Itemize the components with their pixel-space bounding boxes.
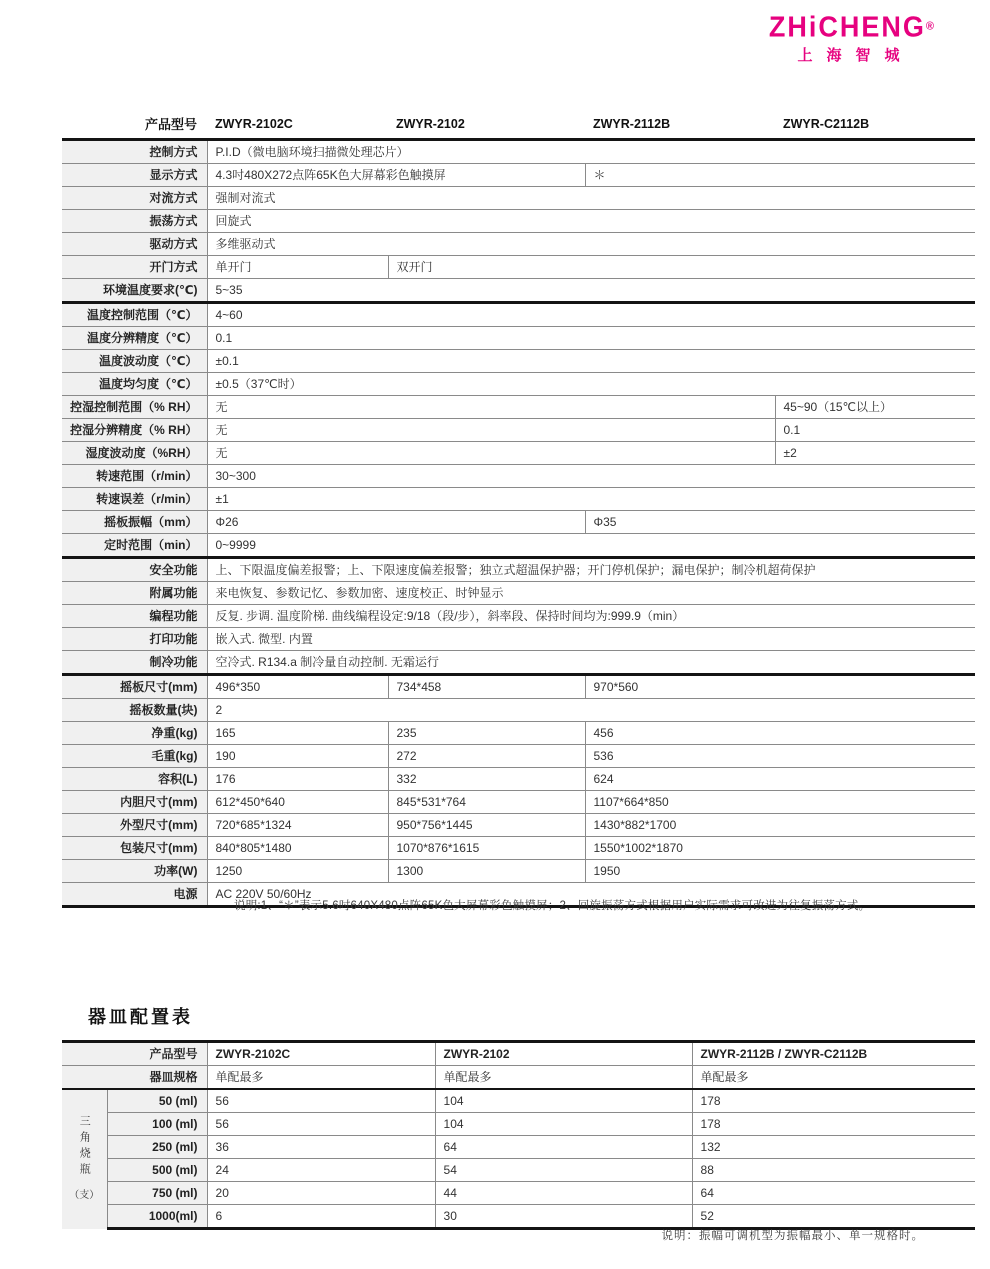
spec-value: 272 — [388, 745, 585, 768]
row-label: 外型尺寸(mm) — [62, 814, 207, 837]
spec-value: 强制对流式 — [207, 187, 975, 210]
vessel-count: 56 — [207, 1089, 435, 1113]
vessel-count: 30 — [435, 1205, 692, 1229]
model-name: ZWYR-2112B — [585, 113, 775, 140]
spec-value: 45~90（15℃以上） — [775, 396, 975, 419]
row-label: 转速范围（r/min） — [62, 465, 207, 488]
spec-value: 970*560 — [585, 675, 975, 699]
spec-value: 双开门 — [388, 256, 975, 279]
spec-value: 单开门 — [207, 256, 388, 279]
spec-value: 无 — [207, 442, 775, 465]
vessel-count: 64 — [435, 1136, 692, 1159]
vessel-count: 104 — [435, 1113, 692, 1136]
row-label: 摇板尺寸(mm) — [62, 675, 207, 699]
table-row — [62, 233, 975, 256]
spec-value: 5~35 — [207, 279, 975, 303]
vessel-count: 104 — [435, 1089, 692, 1113]
spec-value: Φ26 — [207, 511, 585, 534]
spec-value: ＊ — [585, 164, 975, 187]
row-label: 功率(W) — [62, 860, 207, 883]
table-row — [62, 768, 975, 791]
vessel-count: 88 — [692, 1159, 975, 1182]
vessel-header-label: 产品型号 — [62, 1042, 207, 1066]
spec-value: 1107*664*850 — [585, 791, 975, 814]
spec-value: 4.3吋480X272点阵65K色大屏幕彩色触摸屏 — [207, 164, 585, 187]
brand-wordmark-text: ZHiCHENG — [768, 11, 926, 43]
vessel-table-note: 说明：振幅可调机型为振幅最小、单一规格时。 — [661, 1230, 924, 1242]
vessel-size-label: 250 (ml) — [107, 1136, 207, 1159]
table-row — [62, 1182, 975, 1205]
table-row — [62, 303, 975, 327]
model-name: ZWYR-C2112B — [775, 113, 975, 140]
spec-value: 1550*1002*1870 — [585, 837, 975, 860]
spec-value: 845*531*764 — [388, 791, 585, 814]
model-name: ZWYR-2102 — [435, 1042, 692, 1066]
spec-value: 456 — [585, 722, 975, 745]
spec-value: 1250 — [207, 860, 388, 883]
vessel-table-title: 器皿配置表 — [88, 1007, 193, 1027]
table-row — [62, 256, 975, 279]
spec-table-section — [62, 113, 975, 908]
row-label: 定时范围（min） — [62, 534, 207, 558]
table-row — [62, 1089, 975, 1113]
vessel-subheader-label: 器皿规格 — [62, 1066, 207, 1090]
table-row — [62, 1205, 975, 1229]
spec-value: 840*805*1480 — [207, 837, 388, 860]
spec-value: 734*458 — [388, 675, 585, 699]
spec-value: 0.1 — [775, 419, 975, 442]
table-row — [62, 558, 975, 582]
table-row — [62, 396, 975, 419]
vessel-subheader-value: 单配最多 — [435, 1066, 692, 1090]
spec-value: 回旋式 — [207, 210, 975, 233]
vessel-count: 20 — [207, 1182, 435, 1205]
row-label: 环境温度要求(℃) — [62, 279, 207, 303]
row-label: 摇板数量(块) — [62, 699, 207, 722]
model-name: ZWYR-2102C — [207, 113, 388, 140]
spec-value: 624 — [585, 768, 975, 791]
table-row — [62, 675, 975, 699]
spec-value: 4~60 — [207, 303, 975, 327]
vessel-size-label: 500 (ml) — [107, 1159, 207, 1182]
table-row — [62, 327, 975, 350]
vessel-count: 6 — [207, 1205, 435, 1229]
row-label: 温度控制范围（℃） — [62, 303, 207, 327]
spec-value: 950*756*1445 — [388, 814, 585, 837]
spec-value: 165 — [207, 722, 388, 745]
table-row — [62, 628, 975, 651]
vessel-count: 64 — [692, 1182, 975, 1205]
spec-value: 536 — [585, 745, 975, 768]
row-label: 净重(kg) — [62, 722, 207, 745]
spec-value: 235 — [388, 722, 585, 745]
row-label: 打印功能 — [62, 628, 207, 651]
spec-value: 无 — [207, 396, 775, 419]
vessel-count: 54 — [435, 1159, 692, 1182]
spec-value: 1950 — [585, 860, 975, 883]
vessel-subheader-value: 单配最多 — [692, 1066, 975, 1090]
row-label: 容积(L) — [62, 768, 207, 791]
row-label: 电源 — [62, 883, 207, 907]
spec-value: ±2 — [775, 442, 975, 465]
spec-value: 332 — [388, 768, 585, 791]
row-label: 控湿控制范围（% RH） — [62, 396, 207, 419]
row-label: 温度均匀度（℃） — [62, 373, 207, 396]
spec-value: 30~300 — [207, 465, 975, 488]
vessel-table — [62, 1040, 975, 1230]
table-row — [62, 534, 975, 558]
row-label: 安全功能 — [62, 558, 207, 582]
spec-table-note: 说明:1、“＊”表示5.6吋640X480点阵65K色大屏幕彩色触摸屏；2、回旋振荡方式根据用户实际需求可改进为往复振荡方式。 — [234, 900, 871, 912]
spec-value: 0~9999 — [207, 534, 975, 558]
row-label: 振荡方式 — [62, 210, 207, 233]
table-row — [62, 511, 975, 534]
spec-value: ±0.5（37℃时） — [207, 373, 975, 396]
spec-header-label: 产品型号 — [62, 113, 207, 140]
table-row — [62, 605, 975, 628]
vessel-table-section — [62, 1040, 975, 1230]
spec-value: 176 — [207, 768, 388, 791]
vessel-subheader-value: 单配最多 — [207, 1066, 435, 1090]
spec-value: 反复. 步调. 温度阶梯. 曲线编程设定:9/18（段/步），斜率段、保持时间均为:999.9（min） — [207, 605, 975, 628]
vessel-count: 56 — [207, 1113, 435, 1136]
row-label: 控湿分辨精度（% RH） — [62, 419, 207, 442]
table-row — [62, 814, 975, 837]
table-row — [62, 1159, 975, 1182]
table-row — [62, 187, 975, 210]
row-label: 温度分辨精度（℃） — [62, 327, 207, 350]
vessel-group-label-unit: （支） — [69, 1189, 100, 1201]
spec-value: Φ35 — [585, 511, 975, 534]
table-row — [62, 350, 975, 373]
row-label: 驱动方式 — [62, 233, 207, 256]
spec-table — [62, 113, 975, 908]
table-row — [62, 140, 975, 164]
table-row — [62, 373, 975, 396]
spec-value: 1070*876*1615 — [388, 837, 585, 860]
spec-value: 空冷式. R134.a 制冷量自动控制. 无霜运行 — [207, 651, 975, 675]
table-row — [62, 164, 975, 187]
vessel-count: 24 — [207, 1159, 435, 1182]
spec-header-row — [62, 113, 975, 140]
spec-value: ±1 — [207, 488, 975, 511]
vessel-count: 178 — [692, 1113, 975, 1136]
row-label: 控制方式 — [62, 140, 207, 164]
table-row — [62, 1113, 975, 1136]
spec-value: 0.1 — [207, 327, 975, 350]
row-label: 开门方式 — [62, 256, 207, 279]
spec-value: 多维驱动式 — [207, 233, 975, 256]
row-label: 转速误差（r/min） — [62, 488, 207, 511]
row-label: 毛重(kg) — [62, 745, 207, 768]
spec-value: 190 — [207, 745, 388, 768]
spec-value: 来电恢复、参数记忆、参数加密、速度校正、时钟显示 — [207, 582, 975, 605]
row-label: 湿度波动度（%RH） — [62, 442, 207, 465]
spec-value: 496*350 — [207, 675, 388, 699]
table-row — [62, 465, 975, 488]
row-label: 显示方式 — [62, 164, 207, 187]
table-row — [62, 279, 975, 303]
vessel-group-label-text: 三角烧瓶 — [78, 1114, 91, 1179]
spec-value: 720*685*1324 — [207, 814, 388, 837]
table-row — [62, 699, 975, 722]
table-row — [62, 1136, 975, 1159]
vessel-size-label: 1000(ml) — [107, 1205, 207, 1229]
row-label: 内胆尺寸(mm) — [62, 791, 207, 814]
row-label: 制冷功能 — [62, 651, 207, 675]
registered-trademark-icon: ® — [925, 20, 934, 33]
table-row — [62, 442, 975, 465]
spec-value: 无 — [207, 419, 775, 442]
spec-value: P.I.D（微电脑环境扫描微处理芯片） — [207, 140, 975, 164]
table-row — [62, 791, 975, 814]
table-row — [62, 745, 975, 768]
table-row — [62, 722, 975, 745]
row-label: 温度波动度（℃） — [62, 350, 207, 373]
model-name: ZWYR-2102 — [388, 113, 585, 140]
table-row — [62, 837, 975, 860]
vessel-count: 132 — [692, 1136, 975, 1159]
vessel-count: 36 — [207, 1136, 435, 1159]
table-row — [62, 419, 975, 442]
vessel-group-label — [62, 1089, 107, 1229]
row-label: 附属功能 — [62, 582, 207, 605]
table-row — [62, 860, 975, 883]
brand-logo — [768, 11, 934, 65]
vessel-count: 52 — [692, 1205, 975, 1229]
brand-wordmark — [768, 11, 934, 43]
spec-value: ±0.1 — [207, 350, 975, 373]
spec-value: AC 220V 50/60Hz — [207, 883, 975, 907]
row-label: 包装尺寸(mm) — [62, 837, 207, 860]
spec-value: 2 — [207, 699, 975, 722]
brand-subtitle: 上海智城 — [797, 47, 914, 64]
table-row — [62, 582, 975, 605]
spec-value: 1430*882*1700 — [585, 814, 975, 837]
row-label: 对流方式 — [62, 187, 207, 210]
spec-value: 612*450*640 — [207, 791, 388, 814]
vessel-size-label: 750 (ml) — [107, 1182, 207, 1205]
table-row — [62, 488, 975, 511]
row-label: 编程功能 — [62, 605, 207, 628]
spec-value: 嵌入式. 微型. 内置 — [207, 628, 975, 651]
row-label: 摇板振幅（mm） — [62, 511, 207, 534]
vessel-subheader-row — [62, 1066, 975, 1090]
vessel-header-row — [62, 1042, 975, 1066]
vessel-size-label: 100 (ml) — [107, 1113, 207, 1136]
spec-value: 1300 — [388, 860, 585, 883]
vessel-count: 44 — [435, 1182, 692, 1205]
table-row — [62, 210, 975, 233]
vessel-size-label: 50 (ml) — [107, 1089, 207, 1113]
table-row — [62, 651, 975, 675]
spec-value: 上、下限温度偏差报警；上、下限速度偏差报警；独立式超温保护器；开门停机保护；漏电保护；制冷机超荷保护 — [207, 558, 975, 582]
vessel-count: 178 — [692, 1089, 975, 1113]
model-name: ZWYR-2112B / ZWYR-C2112B — [692, 1042, 975, 1066]
model-name: ZWYR-2102C — [207, 1042, 435, 1066]
